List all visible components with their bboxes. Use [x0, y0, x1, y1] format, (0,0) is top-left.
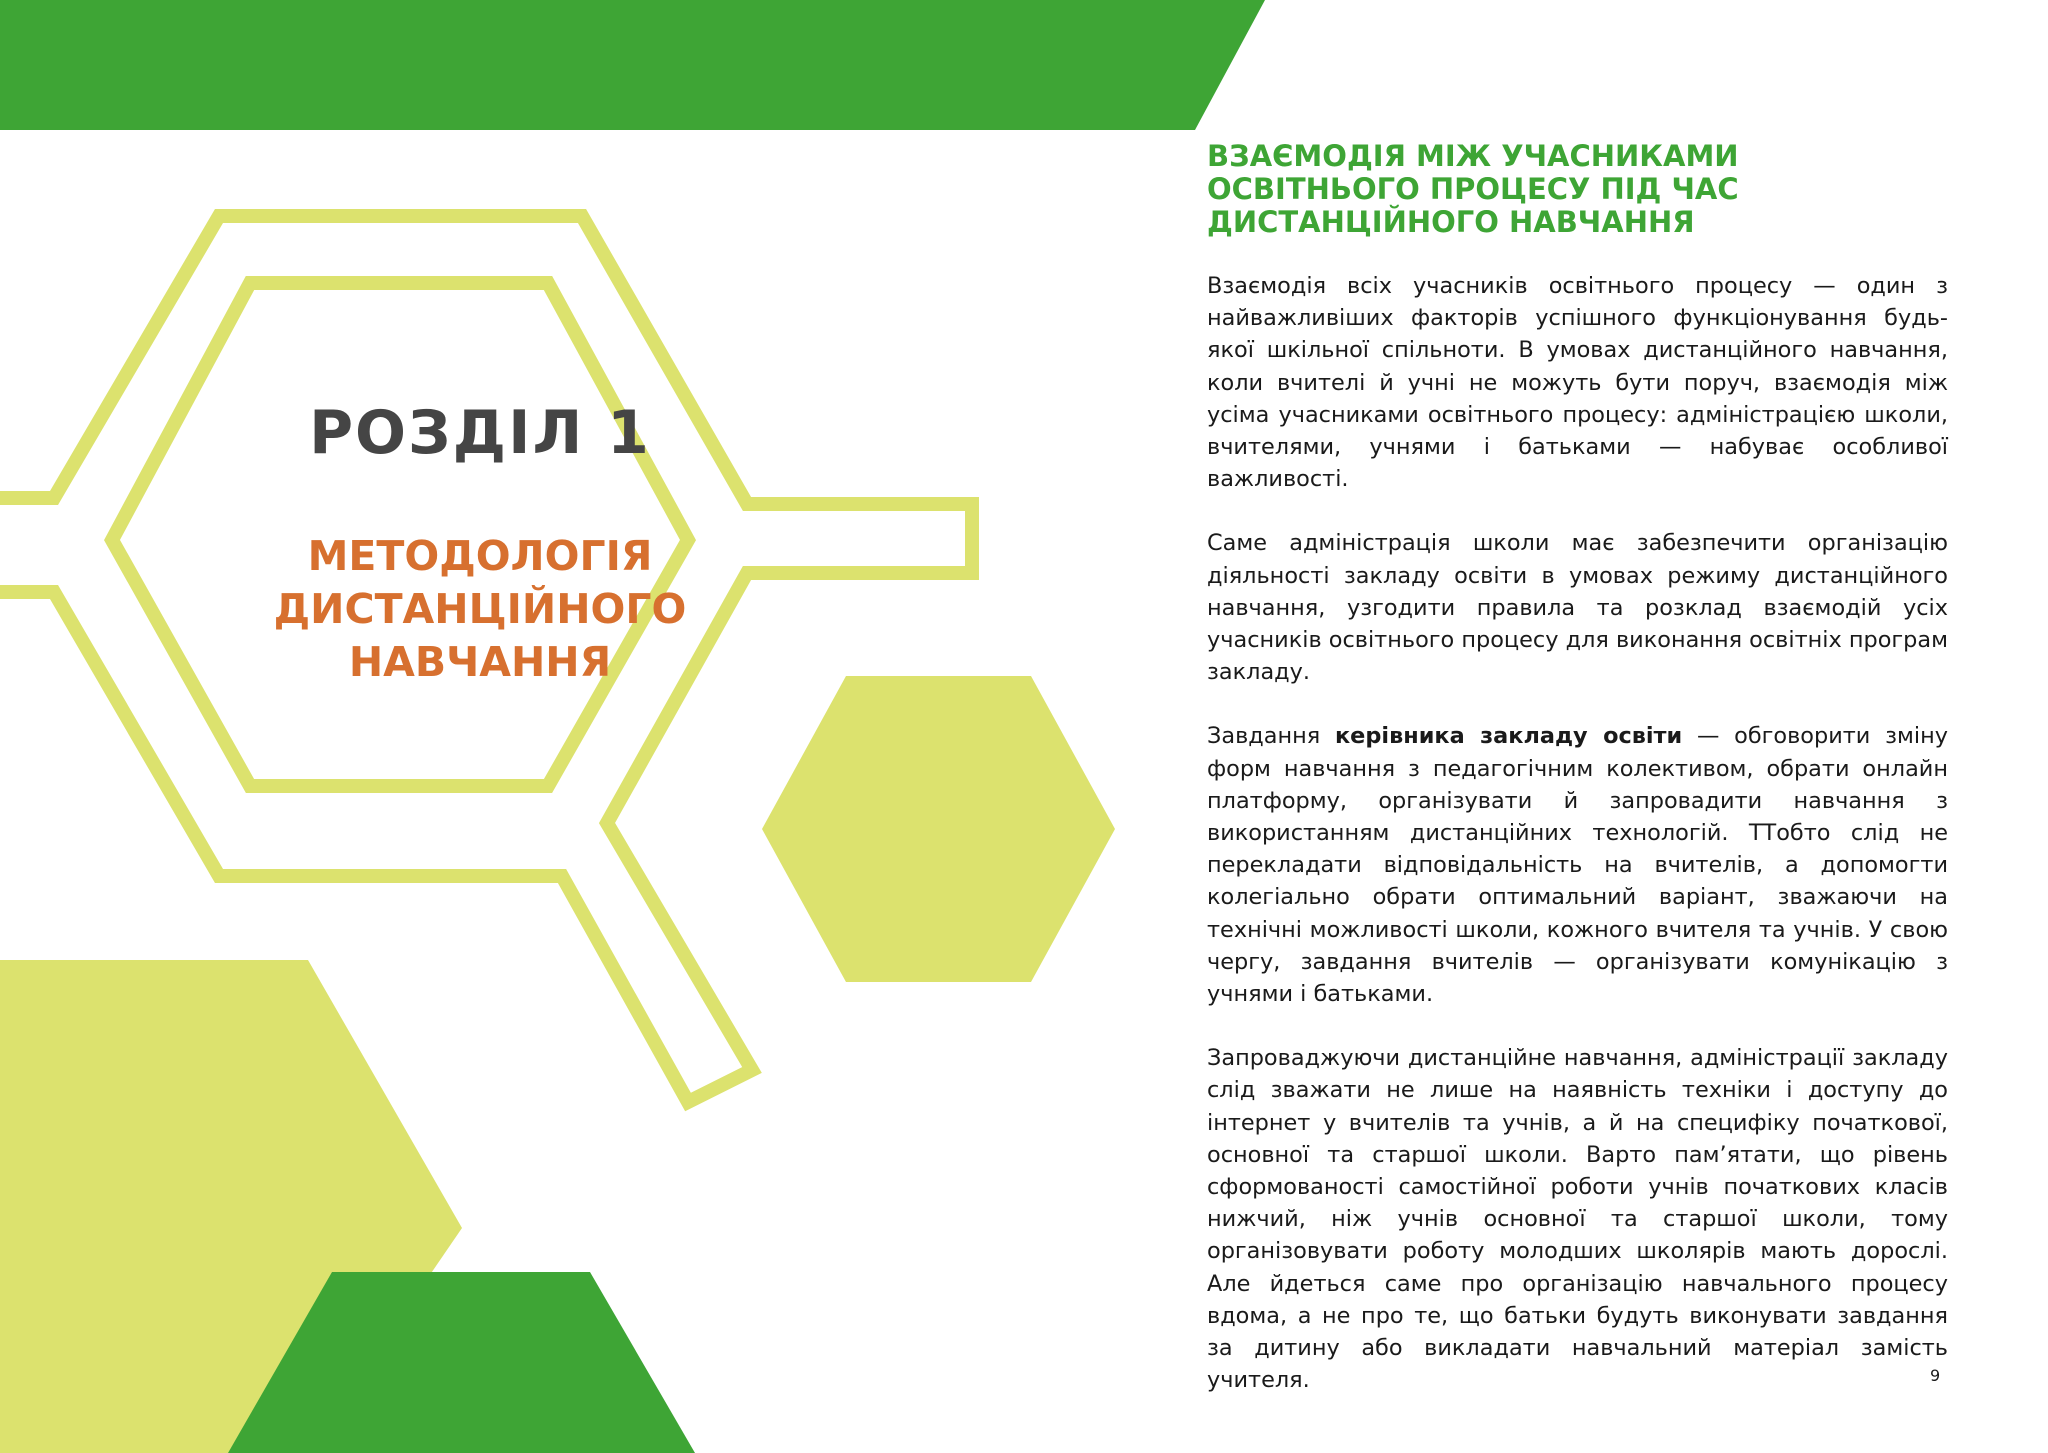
section-title-line-1: ВЗАЄМОДІЯ МІЖ УЧАСНИКАМИ: [1207, 139, 1739, 173]
body-text: [1207, 270, 1948, 1429]
section-title-line-3: ДИСТАНЦІЙНОГО НАВЧАННЯ: [1207, 205, 1695, 239]
paragraph-3: [1207, 720, 1948, 1010]
paragraph-4: Запроваджуючи дистанційне навчання, адміністрації закладу слід зважати не лише на наявність техніки і доступу до інтернет у вчителів та учнів, а й на специфіку початкової, основної та старшої школи. Варто пам’ятати, що рівень сформованості самостійної роботи учнів початкових класів нижчий, ніж учнів основної та старшої школи, тому організовувати роботу молодших школярів мають дорослі. Але йдеться саме про організацію навчального процесу вдома, а не про те, що батьки будуть виконувати завдання за дитину або викладати навчальний матеріал замість учителя.: [1207, 1045, 1948, 1394]
chapter-label: РОЗДІЛ 1: [309, 398, 651, 468]
paragraph-3-end: — обговорити зміну форм навчання з педагогічним колективом, обрати онлайн платформу, організувати й запровадити навчання з використанням дистанційних технологій. ТТобто слід не перекладати відповідальність на вчителів, а допомогти колегіально обрати оптимальний варіант, зважаючи на технічні можливості школи, кожного вчителя та учнів. У свою чергу, завдання вчителів — організувати комунікацію з учнями і батьками.: [1207, 723, 1949, 1008]
paragraph-3-start: Завдання: [1207, 723, 1335, 750]
chapter-title-line-3: НАВЧАННЯ: [348, 638, 612, 686]
top-green-banner: [0, 0, 1265, 130]
chapter-title-line-2: ДИСТАНЦІЙНОГО: [273, 585, 687, 633]
section-title-line-2: ОСВІТНЬОГО ПРОЦЕСУ ПІД ЧАС: [1207, 172, 1739, 206]
paragraph-1: Взаємодія всіх учасників освітнього процесу — один з найважливіших факторів успішного функціонування будь-якої шкільної спільноти. В умовах дистанційного навчання, коли вчителі й учні не можуть бути поруч, взаємодія між усіма учасниками освітнього процесу: адміністрацією школи, вчителями, учнями і батьками — набуває особливої важливості.: [1207, 273, 1948, 493]
paragraph-2: Саме адміністрація школи має забезпечити організацію діяльності закладу освіти в умовах режиму дистанційного навчання, узгодити правила та розклад взаємодій усіх учасників освітнього процесу для виконання освітніх програм закладу.: [1207, 530, 1949, 686]
section-title: [1207, 140, 1967, 239]
paragraph-3-bold: керівника закладу освіти: [1334, 723, 1683, 750]
chapter-title: [160, 530, 800, 689]
solid-hexagon: [762, 676, 1115, 982]
chapter-title-line-1: МЕТОДОЛОГІЯ: [307, 532, 653, 580]
page-number: 9: [1930, 1366, 1941, 1385]
